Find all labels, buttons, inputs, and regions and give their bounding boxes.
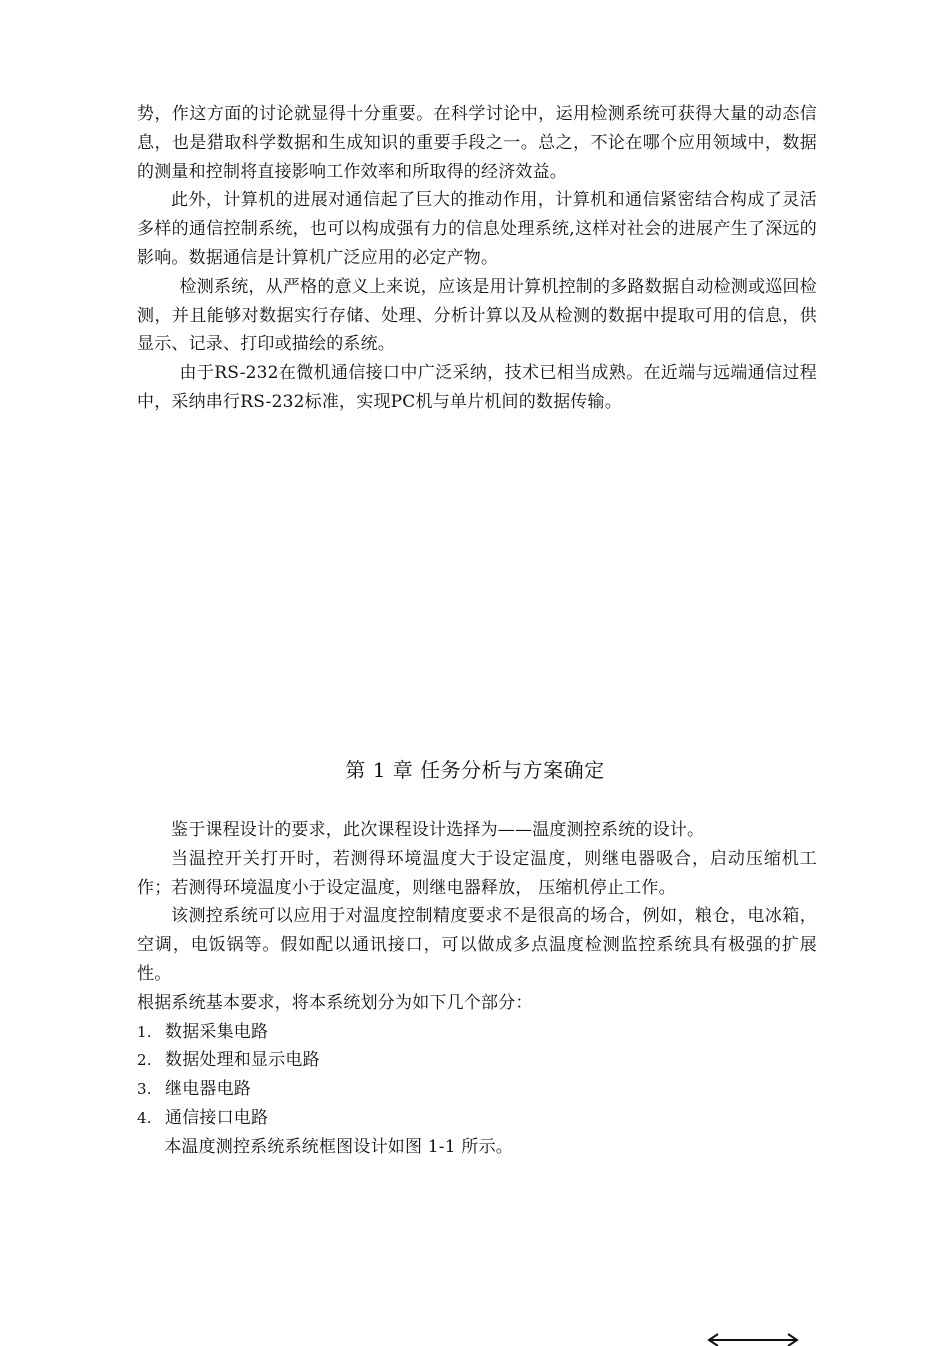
parts-list bbox=[137, 1018, 817, 1133]
list-item-number: 4. bbox=[137, 1108, 152, 1127]
list-item bbox=[137, 1046, 817, 1075]
chapter-title: 第 1 章 任务分析与方案确定 bbox=[345, 758, 605, 782]
list-item-text: 数据采集电路 bbox=[165, 1021, 269, 1042]
list-item bbox=[137, 1018, 817, 1047]
chapter-paragraph-2: 当温控开关打开时，若测得环境温度大于设定温度，则继电器吸合，启动压缩机工作；若测得环境温度小于设定温度，则继电器释放， 压缩机停止工作。 bbox=[137, 848, 817, 898]
intro-paragraph-3: 检测系统，从严格的意义上来说，应该是用计算机控制的多路数据自动检测或巡回检测，并且能够对数据实行存储、处理、分析计算以及从检测的数据中提取可用的信息，供显示、记录、打印或描绘的系统。 bbox=[137, 276, 817, 355]
intro-paragraph-4: 由于RS-232在微机通信接口中广泛采纳，技术已相当成熟。在近端与远端通信过程中，采纳串行RS-232标准，实现PC机与单片机间的数据传输。 bbox=[137, 363, 817, 412]
list-item-number: 2. bbox=[137, 1051, 152, 1070]
chapter-paragraph-4: 根据系统基本要求，将本系统划分为如下几个部分： bbox=[137, 992, 533, 1013]
chapter-section bbox=[137, 816, 817, 1162]
list-item-number: 1. bbox=[137, 1022, 152, 1041]
list-item-text: 通信接口电路 bbox=[165, 1107, 269, 1128]
list-item-text: 继电器电路 bbox=[165, 1079, 251, 1100]
list-item-text: 数据处理和显示电路 bbox=[165, 1050, 320, 1071]
list-item-number: 3. bbox=[137, 1080, 152, 1099]
intro-paragraph-1: 势，作这方面的讨论就显得十分重要。在科学讨论中，运用检测系统可获得大量的动态信息，也是猎取科学数据和生成知识的重要手段之一。总之，不论在哪个应用领域中，数据的测量和控制将直接影响工作效率和所取得的经济效益。 bbox=[137, 104, 817, 182]
intro-section bbox=[137, 100, 817, 417]
intro-paragraph-2: 此外，计算机的进展对通信起了巨大的推动作用，计算机和通信紧密结合构成了灵活多样的通信控制系统，也可以构成强有力的信息处理系统,这样对社会的进展产生了深远的影响。数据通信是计算机广泛应用的必定产物。 bbox=[137, 190, 817, 268]
chapter-paragraph-5: 本温度测控系统系统框图设计如图 1-1 所示。 bbox=[164, 1136, 513, 1157]
list-item bbox=[137, 1075, 817, 1104]
list-item bbox=[137, 1104, 817, 1133]
chapter-paragraph-3: 该测控系统可以应用于对温度控制精度要求不是很高的场合，例如，粮仓，电冰箱，空调，电饭锅等。假如配以通讯接口，可以做成多点温度检测监控系统具有极强的扩展性。 bbox=[137, 906, 817, 984]
chapter-paragraph-1: 鉴于课程设计的要求，此次课程设计选择为——温度测控系统的设计。 bbox=[171, 820, 705, 840]
